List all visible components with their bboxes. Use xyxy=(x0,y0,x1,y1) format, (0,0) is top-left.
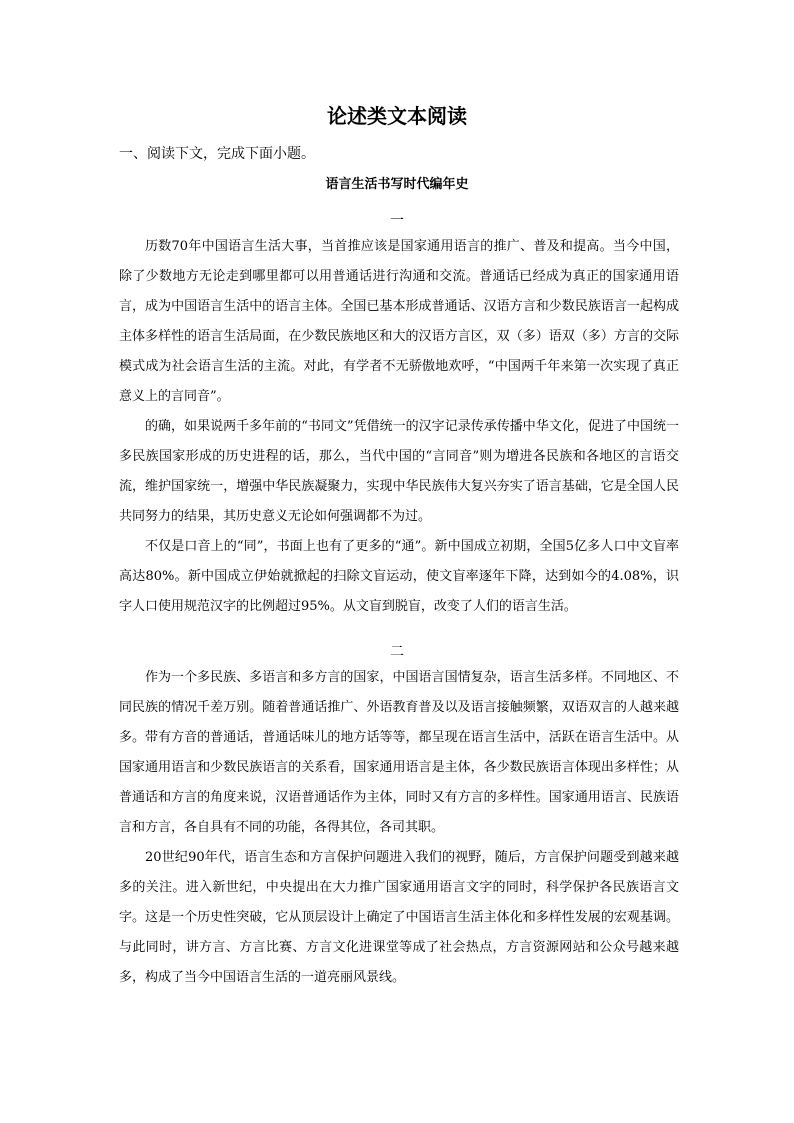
question-instruction: 一、阅读下文，完成下面小题。 xyxy=(119,146,315,162)
paragraph: 的确，如果说两千多年前的“书同文”凭借统一的汉字记录传承传播中华文化，促进了中国统一多民族国家形成的历史进程的话，那么，当代中国的“言同音”则为增进各民族和各地区的言语交流，维护国家统一，增强中华民族凝聚力，实现中华民族伟大复兴夯实了语言基础，它是全国人民共同努力的结果，其历史意义无论如何强调都不为过。 xyxy=(119,419,679,524)
paragraph: 历数70年中国语言生活大事，当首推应该是国家通用语言的推广、普及和提高。当今中国，除了少数地方无论走到哪里都可以用普通话进行沟通和交流。普通话已经成为真正的国家通用语言，成为中国语言生活中的语言主体。全国已基本形成普通话、汉语方言和少数民族语言一起构成主体多样性的语言生活局面，在少数民族地区和大的汉语方言区，双（多）语双（多）方言的交际模式成为社会语言生活的主流。对此，有学者不无骄傲地欢呼，“中国两千年来第一次实现了真正意义上的言同音”。 xyxy=(119,239,679,404)
article-title: 语言生活书写时代编年史 xyxy=(325,177,469,192)
section-number-1: 一 xyxy=(390,213,404,229)
section-number-2: 二 xyxy=(390,644,404,660)
page-title: 论述类文本阅读 xyxy=(327,104,467,128)
paragraph: 20世纪90年代，语言生态和方言保护问题进入我们的视野，随后，方言保护问题受到越来越多的关注。进入新世纪，中央提出在大力推广国家通用语言文字的同时，科学保护各民族语言文字。这是一个历史性突破，它从顶层设计上确定了中国语言生活主体化和多样性发展的宏观基调。与此同时，讲方言、方言比赛、方言文化进课堂等成了社会热点，方言资源网站和公众号越来越多，构成了当今中国语言生活的一道亮丽风景线。 xyxy=(119,850,679,985)
paragraph: 不仅是口音上的“同”，书面上也有了更多的“通”。新中国成立初期，全国5亿多人口中文盲率高达80%。新中国成立伊始就掀起的扫除文盲运动，使文盲率逐年下降，达到如今的4.08%，识字人口使用规范汉字的比例超过95%。从文盲到脱盲，改变了人们的语言生活。 xyxy=(119,539,679,614)
paragraph: 作为一个多民族、多语言和多方言的国家，中国语言国情复杂，语言生活多样。不同地区、不同民族的情况千差万别。随着普通话推广、外语教育普及以及语言接触频繁，双语双言的人越来越多。带有方音的普通话，普通话味儿的地方话等等，都呈现在语言生活中，活跃在语言生活中。从国家通用语言和少数民族语言的关系看，国家通用语言是主体，各少数民族语言体现出多样性；从普通话和方言的角度来说，汉语普通话作为主体，同时又有方言的多样性。国家通用语言、民族语言和方言，各自具有不同的功能，各得其位，各司其职。 xyxy=(119,670,679,835)
